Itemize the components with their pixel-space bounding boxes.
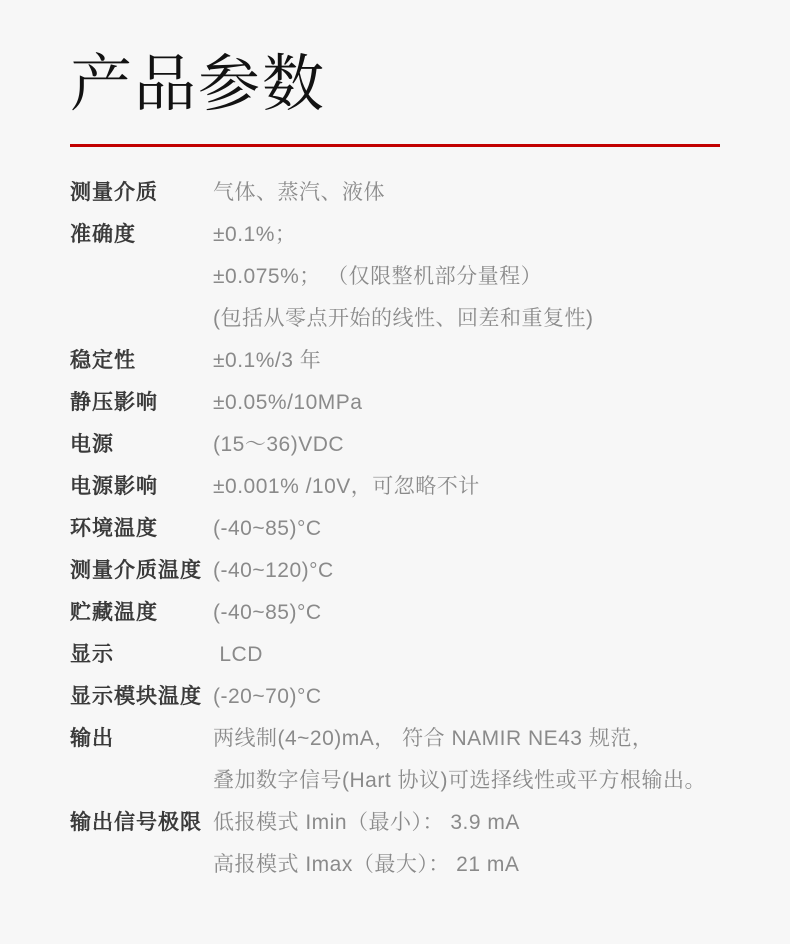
- spec-row: [70, 340, 720, 382]
- spec-value: [213, 592, 720, 634]
- spec-row: [70, 214, 720, 340]
- spec-row: [70, 466, 720, 508]
- spec-row: [70, 382, 720, 424]
- spec-value-line: (-20~70)°C: [213, 685, 322, 708]
- spec-row: [70, 550, 720, 592]
- spec-label: 准确度: [70, 223, 136, 246]
- spec-label: 输出: [70, 727, 114, 750]
- spec-label: 静压影响: [70, 391, 158, 414]
- spec-value-line: ±0.1%/3 年: [213, 349, 322, 372]
- spec-value-line: ±0.001% /10V，可忽略不计: [213, 475, 480, 498]
- spec-row: [70, 172, 720, 214]
- spec-value-line: (-40~120)°C: [213, 559, 334, 582]
- spec-value: [213, 466, 720, 508]
- title-divider: [70, 144, 720, 147]
- spec-value: [213, 340, 720, 382]
- page-title: 产品参数: [70, 50, 327, 119]
- spec-value: [213, 172, 720, 214]
- spec-value: [213, 508, 720, 550]
- spec-label: 稳定性: [70, 349, 136, 372]
- spec-label: 输出信号极限: [70, 811, 202, 834]
- spec-value-line: ±0.1%；: [213, 223, 297, 246]
- spec-value-line: (15～36)VDC: [213, 433, 345, 456]
- spec-value-line: LCD: [213, 643, 263, 666]
- spec-row: [70, 424, 720, 466]
- spec-value: [213, 802, 720, 886]
- spec-label: 贮藏温度: [70, 601, 158, 624]
- spec-row: [70, 718, 720, 802]
- spec-list: [70, 172, 720, 886]
- spec-value-line: ±0.075%； （仅限整机部分量程）: [213, 265, 543, 288]
- spec-row: [70, 592, 720, 634]
- spec-value: [213, 634, 720, 676]
- spec-row: [70, 508, 720, 550]
- spec-value-line: 叠加数字信号(Hart 协议)可选择线性或平方根输出。: [213, 769, 706, 792]
- spec-value-line: 气体、蒸汽、液体: [213, 181, 385, 204]
- spec-label: 电源影响: [70, 475, 158, 498]
- spec-label: 电源: [70, 433, 114, 456]
- spec-value-line: (包括从零点开始的线性、回差和重复性): [213, 307, 594, 330]
- spec-value-line: 两线制(4~20)mA， 符合 NAMIR NE43 规范，: [213, 727, 654, 750]
- spec-value: [213, 424, 720, 466]
- spec-row: [70, 802, 720, 886]
- spec-value: [213, 718, 720, 802]
- spec-value-line: (-40~85)°C: [213, 517, 322, 540]
- spec-label: 测量介质: [70, 181, 158, 204]
- spec-value-line: 低报模式 Imin（最小）： 3.9 mA: [213, 811, 520, 834]
- spec-row: [70, 634, 720, 676]
- spec-label: 环境温度: [70, 517, 158, 540]
- spec-value-line: ±0.05%/10MPa: [213, 391, 363, 414]
- spec-value: [213, 550, 720, 592]
- spec-label: 测量介质温度: [70, 559, 202, 582]
- spec-value-line: 高报模式 Imax（最大）： 21 mA: [213, 853, 520, 876]
- spec-value: [213, 676, 720, 718]
- spec-value: [213, 214, 720, 340]
- spec-label: 显示: [70, 643, 114, 666]
- spec-row: [70, 676, 720, 718]
- spec-value: [213, 382, 720, 424]
- spec-label: 显示模块温度: [70, 685, 202, 708]
- spec-value-line: (-40~85)°C: [213, 601, 322, 624]
